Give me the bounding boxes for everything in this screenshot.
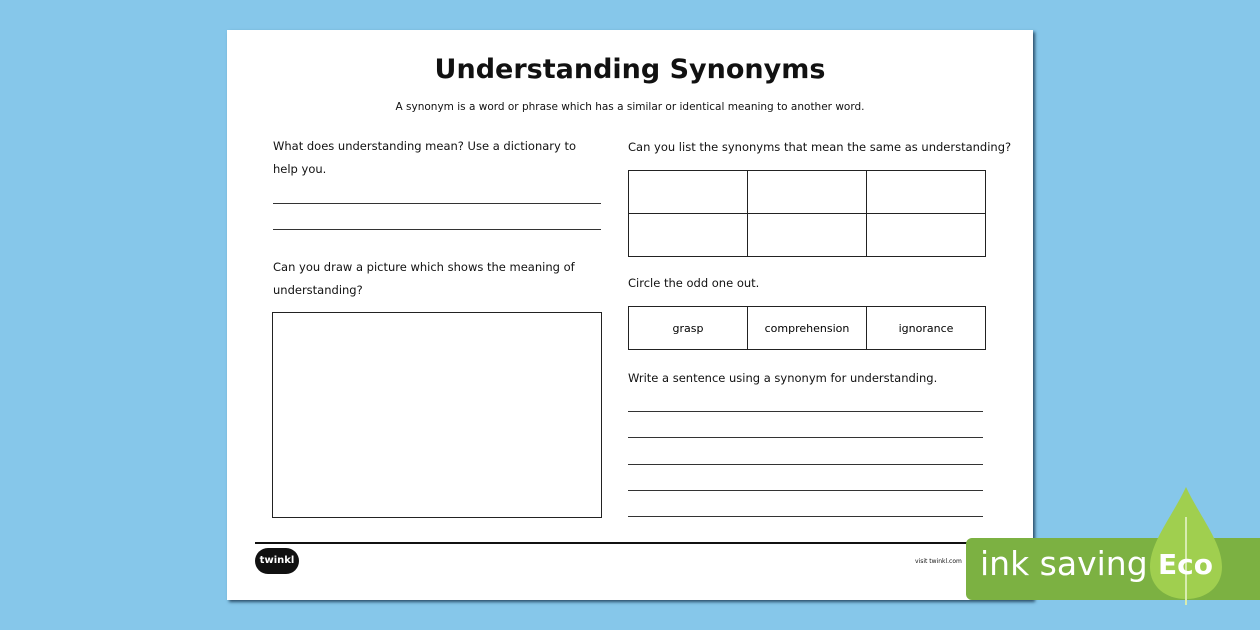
q1-line2: help you. [273,162,327,176]
question-1 [273,135,576,181]
drawing-box [272,312,602,518]
visit-link: visit twinkl.com [915,558,962,565]
q2-line1: Can you draw a picture which shows the meaning of [273,260,575,274]
odd-one-out-table [628,306,986,350]
q2-line2: understanding? [273,283,363,297]
page-title: Understanding Synonyms [434,54,826,85]
odd-word: comprehension [748,307,867,350]
twinkl-logo: twinkl [255,548,299,574]
footer-divider [255,542,1005,544]
leaf-icon [1150,487,1222,605]
answer-line [273,203,601,204]
answer-line [628,437,983,438]
question-2 [273,256,575,302]
answer-line [628,516,983,517]
ink-saving-label: ink saving [980,544,1148,583]
answer-line [628,411,983,412]
answer-line [628,490,983,491]
worksheet [227,30,1033,600]
question-3: Can you list the synonyms that mean the same as understanding? [628,140,1012,154]
grid-cell [867,171,986,214]
grid-cell [629,171,748,214]
grid-cell [748,214,867,257]
answer-line [273,229,601,230]
odd-word: grasp [629,307,748,350]
subtitle: A synonym is a word or phrase which has a similar or identical meaning to another word. [395,101,865,113]
question-4: Circle the odd one out. [628,276,760,290]
answer-line [628,464,983,465]
q1-line1: What does understanding mean? Use a dictionary to [273,139,577,153]
odd-word: ignorance [867,307,986,350]
synonyms-grid [628,170,986,257]
grid-cell [629,214,748,257]
eco-badge: Eco [1158,548,1213,581]
grid-cell [748,171,867,214]
grid-cell [867,214,986,257]
question-5: Write a sentence using a synonym for understanding. [628,371,938,385]
